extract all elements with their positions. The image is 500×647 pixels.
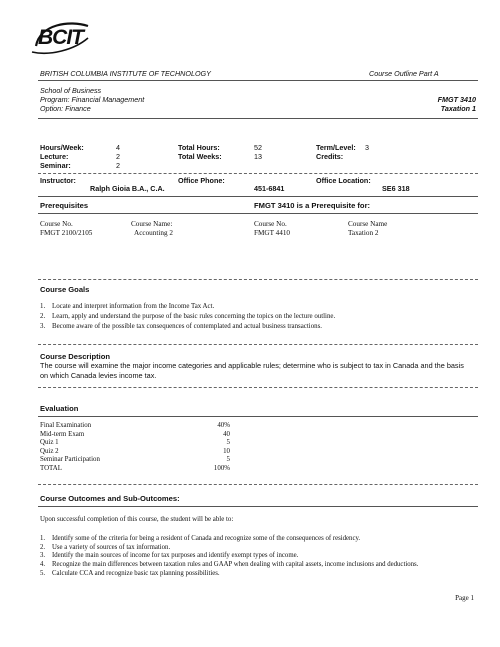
total-weeks-label: Total Weeks: — [178, 152, 222, 161]
table-row: Quiz 1 5 — [40, 439, 230, 447]
goals-list — [40, 302, 480, 332]
for-course-name: Taxation 2 — [348, 229, 379, 237]
evaluation-title: Evaluation — [40, 404, 79, 413]
phone-value: 451-6841 — [254, 184, 285, 193]
prereq-course-no: FMGT 2100/2105 — [40, 229, 93, 237]
for-course-name-label: Course Name — [348, 220, 388, 228]
instructor-label: Instructor: — [40, 176, 76, 185]
hours-rule — [38, 173, 478, 174]
for-course-no-label: Course No. — [254, 220, 287, 228]
table-row: TOTAL 100% — [40, 464, 230, 472]
evaluation-bottom-rule — [38, 484, 478, 485]
description-title: Course Description — [40, 352, 111, 361]
for-course-no: FMGT 4410 — [254, 229, 291, 237]
table-row: Mid-term Exam 40 — [40, 430, 230, 438]
prereq-title: Prerequisites — [40, 201, 89, 210]
goals-rule — [38, 344, 478, 345]
header-rule — [38, 80, 478, 81]
list-item: 2. Use a variety of sources of tax information. — [40, 543, 171, 551]
location-value: SE6 318 — [382, 184, 410, 193]
lecture-value: 2 — [116, 152, 120, 161]
list-item: 1. Locate and interpret information from the Income Tax Act. — [40, 303, 215, 310]
institution-name: BRITISH COLUMBIA INSTITUTE OF TECHNOLOGY — [40, 69, 211, 78]
outcomes-intro: Upon successful completion of this course, the student will be able to: — [40, 516, 234, 523]
seminar-label: Seminar: — [40, 161, 71, 170]
goals-title: Course Goals — [40, 285, 90, 294]
description-rule — [38, 387, 478, 388]
outcomes-title: Course Outcomes and Sub-Outcomes: — [40, 494, 180, 503]
instructor-rule — [38, 196, 478, 197]
hours-week-value: 4 — [116, 143, 120, 152]
total-weeks-value: 13 — [254, 152, 262, 161]
hours-week-label: Hours/Week: — [40, 143, 84, 152]
list-item: 2. Learn, apply and understand the purpose of the basic rules concerning the topics on the lecture outline. — [40, 313, 336, 320]
option-name: Option: Finance — [40, 104, 91, 113]
instructor-name: Ralph Gioia B.A., C.A. — [90, 184, 165, 193]
credits-label: Credits: — [316, 152, 344, 161]
school-name: School of Business — [40, 86, 102, 95]
phone-label: Office Phone: — [178, 176, 225, 185]
term-label: Term/Level: — [316, 143, 356, 152]
program-name: Program: Financial Management — [40, 95, 145, 104]
is-prereq-title: FMGT 3410 is a Prerequisite for: — [254, 201, 371, 210]
course-title: Taxation 1 — [440, 104, 476, 113]
seminar-value: 2 — [116, 161, 120, 170]
table-row: Seminar Participation 5 — [40, 456, 230, 464]
location-label: Office Location: — [316, 176, 371, 185]
evaluation-table — [40, 422, 240, 474]
description-text: The course will examine the major income categories and applicable rules; determine who is subject to tax in Canada and the basis on which Canada levies income tax. — [40, 361, 464, 380]
evaluation-rule — [38, 416, 478, 417]
total-hours-value: 52 — [254, 143, 262, 152]
list-item: 3. Identify the main sources of income for tax purposes and identify exempt types of income. — [40, 552, 299, 560]
list-item: 1. Identify some of the criteria for being a resident of Canada and recognize some of the consequences of residency. — [40, 535, 361, 542]
page-number: Page 1 — [455, 594, 474, 602]
header-rule-2 — [38, 118, 478, 119]
total-hours-label: Total Hours: — [178, 143, 220, 152]
outcomes-rule — [38, 506, 478, 507]
list-item: 3. Become aware of the possible tax consequences of contemplated and actual business transactions. — [40, 323, 322, 330]
list-item: 5. Calculate CCA and recognize basic tax planning possibilities. — [40, 569, 220, 577]
lecture-label: Lecture: — [40, 152, 69, 161]
prereq-course-name-label: Course Name: — [131, 220, 173, 228]
list-item: 4. Recognize the main differences between taxation rules and GAAP when dealing with capital assets, income inclusions and deductions. — [40, 561, 419, 569]
prereq-bottom-rule — [38, 279, 478, 280]
prereq-rule — [38, 213, 478, 214]
term-value: 3 — [365, 143, 369, 152]
prereq-course-no-label: Course No. — [40, 220, 73, 228]
bcit-logo — [30, 16, 83, 58]
outcomes-list — [40, 535, 480, 579]
doc-type: Course Outline Part A — [369, 69, 439, 78]
table-row: Final Examination 40% — [40, 422, 230, 429]
course-code: FMGT 3410 — [437, 95, 476, 104]
table-row: Quiz 2 10 — [40, 447, 230, 455]
prereq-course-name: Accounting 2 — [134, 229, 173, 237]
logo-text: BCIT — [38, 26, 83, 49]
